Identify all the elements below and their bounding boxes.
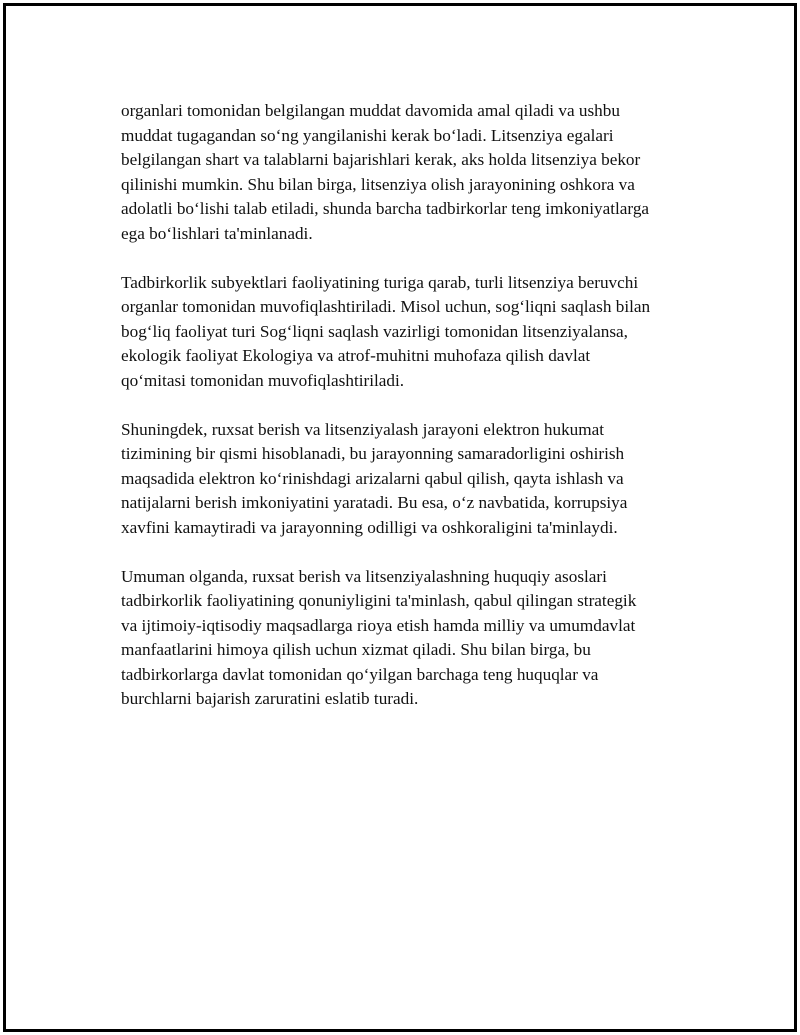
paragraph-3: Shuningdek, ruxsat berish va litsenziyalash jarayoni elektron hukumat tizimining bir qismi hisoblanadi, bu jarayonning samaradorligini oshirish maqsadida elektron ko‘rinishdagi arizalarni qabul qilish, qayta ishlash va natijalarni berish imkoniyatini yaratadi. Bu esa, o‘z navbatida, korrupsiya xavfini kamaytiradi va jarayonning odilligi va oshkoraligini ta'minlaydi. [121, 419, 628, 537]
paragraph-1: organlari tomonidan belgilangan muddat davomida amal qiladi va ushbu muddat tugagandan so‘ng yangilanishi kerak bo‘ladi. Litsenziya egalari belgilangan shart va talablarni bajarishlari kerak, aks holda litsenziya bekor qilinishi mumkin. Shu bilan birga, litsenziya olish jarayonining oshkora va adolatli bo‘lishi talab etiladi, shunda barcha tadbirkorlar teng imkoniyatlarga ega bo‘lishlari ta'minlanadi. [121, 101, 650, 243]
paragraph-4: Umuman olganda, ruxsat berish va litsenziyalashning huquqiy asoslari tadbirkorlik faoliyatining qonuniyligini ta'minlash, qabul qilingan strategik va ijtimoiy-iqtisodiy maqsadlarga rioya etish hamda milliy va umumdavlat manfaatlarini himoya qilish uchun xizmat qiladi. Shu bilan birga, bu tadbirkorlarga davlat tomonidan qo‘yilgan barchaga teng huquqlar va burchlarni bajarish zaruratini eslatib turadi. [121, 566, 637, 708]
page-frame [3, 3, 797, 1032]
page-content [121, 99, 701, 736]
paragraph-2: Tadbirkorlik subyektlari faoliyatining turiga qarab, turli litsenziya beruvchi organlar tomonidan muvofiqlashtiriladi. Misol uchun, sog‘liqni saqlash bilan bog‘liq faoliyat turi Sog‘liqni saqlash vazirligi tomonidan litsenziyalansa, ekologik faoliyat Ekologiya va atrof-muhitni muhofaza qilish davlat qo‘mitasi tomonidan muvofiqlashtiriladi. [121, 272, 651, 390]
